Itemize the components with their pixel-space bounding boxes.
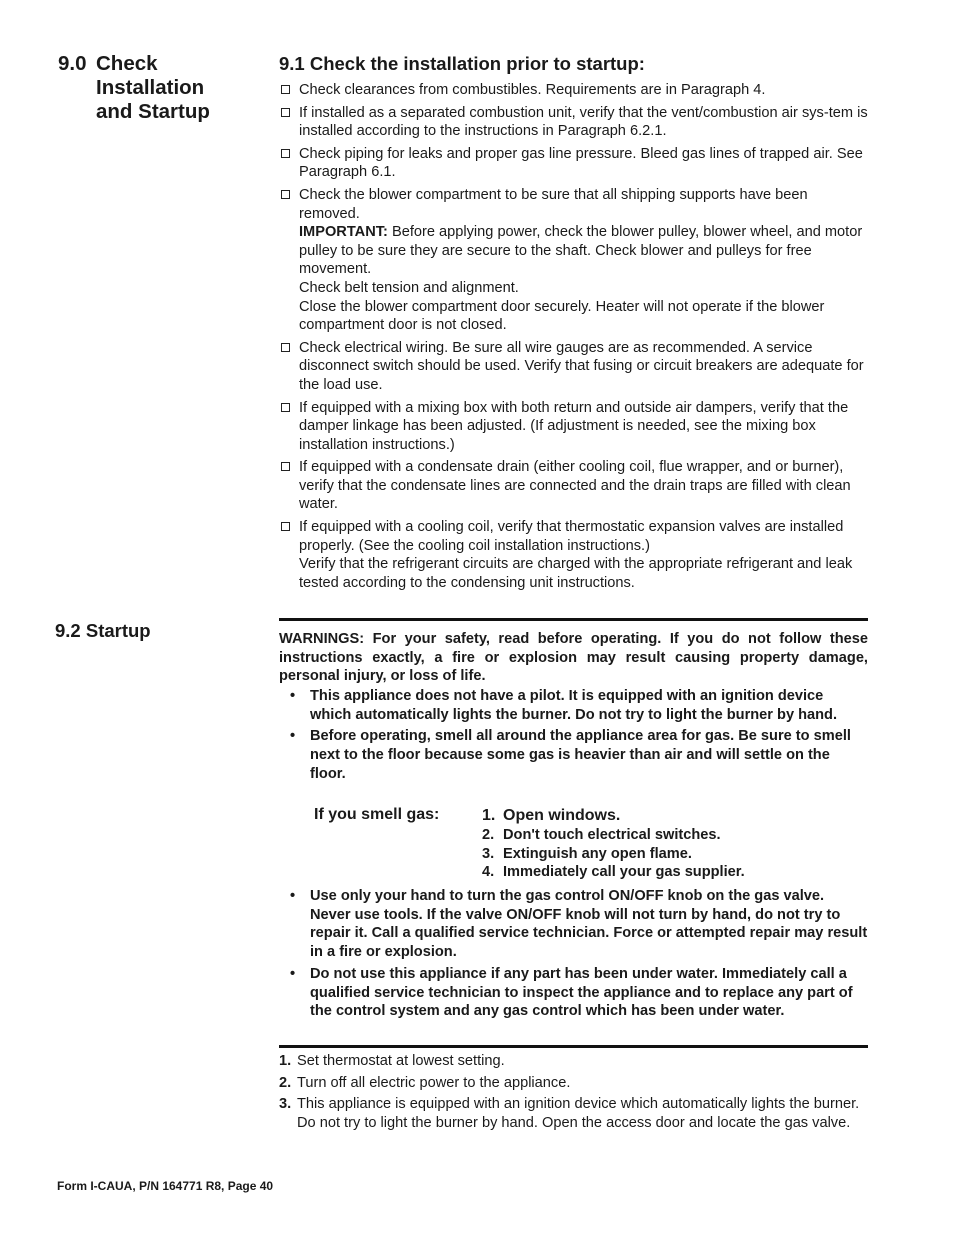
step-text: Set thermostat at lowest setting. [297, 1053, 505, 1069]
step-text: Turn off all electric power to the appliance. [297, 1074, 571, 1091]
step-text: This appliance is equipped with an ignition device which automatically lights the burner. Do not try to light the burner by hand. Open the access door and locate the gas valve. [297, 1096, 860, 1132]
checklist-item [280, 145, 872, 182]
checkbox-icon [281, 149, 290, 158]
step-number: 2. [279, 1074, 292, 1091]
checklist-text: Check piping for leaks and proper gas line pressure. Bleed gas lines of trapped air. See Paragraph 6.1. [299, 145, 863, 181]
warning-bullets-top [290, 687, 868, 787]
bullet-icon: • [290, 688, 296, 704]
checklist-text: Close the blower compartment door securely. Heater will not operate if the blower compartment door is not closed. [299, 298, 825, 334]
section-title-line-3: and Startup [96, 100, 210, 123]
checklist-item [280, 186, 872, 335]
warning-bullet-text: Before operating, smell all around the appliance area for gas. Be sure to smell next to the floor because some gas is heavier than air and will settle on the floor. [310, 728, 851, 782]
warning-bullet [290, 965, 868, 1021]
checklist-text: If equipped with a cooling coil, verify that thermostatic expansion valves are installed properly. (See the cooling coil installation instructions.) [299, 519, 844, 554]
warning-bullets-bottom [290, 887, 868, 1024]
checkbox-icon [281, 190, 290, 199]
important-text: Before applying power, check the blower pulley, blower wheel, and motor pulley to be sure they are secure to the shaft. Check blower and pulleys for free movement. [299, 224, 863, 278]
warning-bullet-text: Use only your hand to turn the gas control ON/OFF knob on the gas valve. Never use tools. If the valve ON/OFF knob will not turn by hand, do not try to repair it. Call a qualified service technician. Force or attempted repair may result in a fire or explosion. [310, 888, 868, 961]
checklist-item [280, 518, 872, 592]
checkbox-icon [281, 343, 290, 352]
checklist-item [280, 339, 872, 395]
warning-bullet-text: This appliance does not have a pilot. It is equipped with an ignition device which automatically lights the burner. Do not try to light the burner by hand. [310, 688, 838, 723]
startup-step [279, 1095, 871, 1132]
page-footer: Form I-CAUA, P/N 164771 R8, Page 40 [57, 1179, 274, 1193]
checklist-item [280, 104, 872, 141]
smell-gas-step: 1. Open windows. [482, 807, 621, 824]
warning-bullet [290, 687, 868, 724]
step-number: 1. [279, 1053, 292, 1069]
important-note [299, 223, 872, 279]
startup-step [279, 1052, 871, 1071]
checklist-item [280, 458, 872, 514]
checklist-text: Check the blower compartment to be sure that all shipping supports have been removed. [299, 186, 808, 222]
smell-gas-step: 3. Extinguish any open flame. [482, 845, 692, 862]
checklist-text: Verify that the refrigerant circuits are charged with the appropriate refrigerant and leak tested according to the condensing unit instructions. [299, 556, 853, 591]
checklist-item [280, 399, 872, 455]
section-title-line-2: Installation [96, 76, 205, 99]
section-number: 9.0 [58, 52, 87, 75]
checkbox-icon [281, 462, 290, 471]
checklist-text: Check clearances from combustibles. Requirements are in Paragraph 4. [299, 82, 766, 98]
smell-gas-step: 4. Immediately call your gas supplier. [482, 864, 745, 881]
checkbox-icon [281, 522, 290, 531]
checklist-text: If equipped with a condensate drain (either cooling coil, flue wrapper, and or burner), verify that the condensate lines are connected and the drain traps are filled with clean water. [299, 459, 851, 513]
checkbox-icon [281, 403, 290, 412]
warning-bullet [290, 727, 868, 783]
startup-step [279, 1074, 871, 1093]
warning-bullet-text: Do not use this appliance if any part has been under water. Immediately call a qualified service technician to inspect the appliance and to replace any part of the control system and any gas control which has been under water. [310, 965, 853, 1020]
step-number: 3. [279, 1096, 292, 1113]
important-label: IMPORTANT: [299, 224, 388, 241]
bullet-icon: • [290, 728, 296, 745]
bullet-icon: • [290, 965, 296, 982]
checklist-text: Check electrical wiring. Be sure all wire gauges are as recommended. A service disconnect switch should be used. Verify that fusing or circuit breakers are adequate for the load use. [299, 339, 864, 393]
subsection-9-2-title: 9.2 Startup [55, 620, 151, 641]
installation-checklist [280, 81, 872, 596]
checklist-text: Check belt tension and alignment. [299, 279, 519, 296]
smell-gas-steps [482, 806, 745, 882]
section-title-line-1: Check [96, 52, 158, 75]
startup-steps [279, 1052, 871, 1136]
smell-gas-step: 2. Don't touch electrical switches. [482, 827, 721, 843]
checkbox-icon [281, 108, 290, 117]
checkbox-icon [281, 85, 290, 94]
section-title [58, 52, 248, 124]
smell-gas-label: If you smell gas: [314, 806, 440, 823]
bullet-icon: • [290, 888, 296, 904]
checklist-text: If installed as a separated combustion unit, verify that the vent/combustion air sys-tem is installed according to the instructions in Paragraph 6.2.1. [299, 104, 868, 140]
warning-intro: WARNINGS: For your safety, read before operating. If you do not follow these instructions exactly, a fire or explosion may result causing property damage, personal injury, or loss of life. [279, 631, 868, 685]
warning-bullet [290, 887, 868, 962]
checklist-text: If equipped with a mixing box with both return and outside air dampers, verify that the damper linkage has been adjusted. (If adjustment is needed, see the mixing box installation instructions.) [299, 399, 849, 453]
checklist-item [280, 81, 872, 100]
subsection-9-1-title: 9.1 Check the installation prior to startup: [279, 53, 645, 74]
